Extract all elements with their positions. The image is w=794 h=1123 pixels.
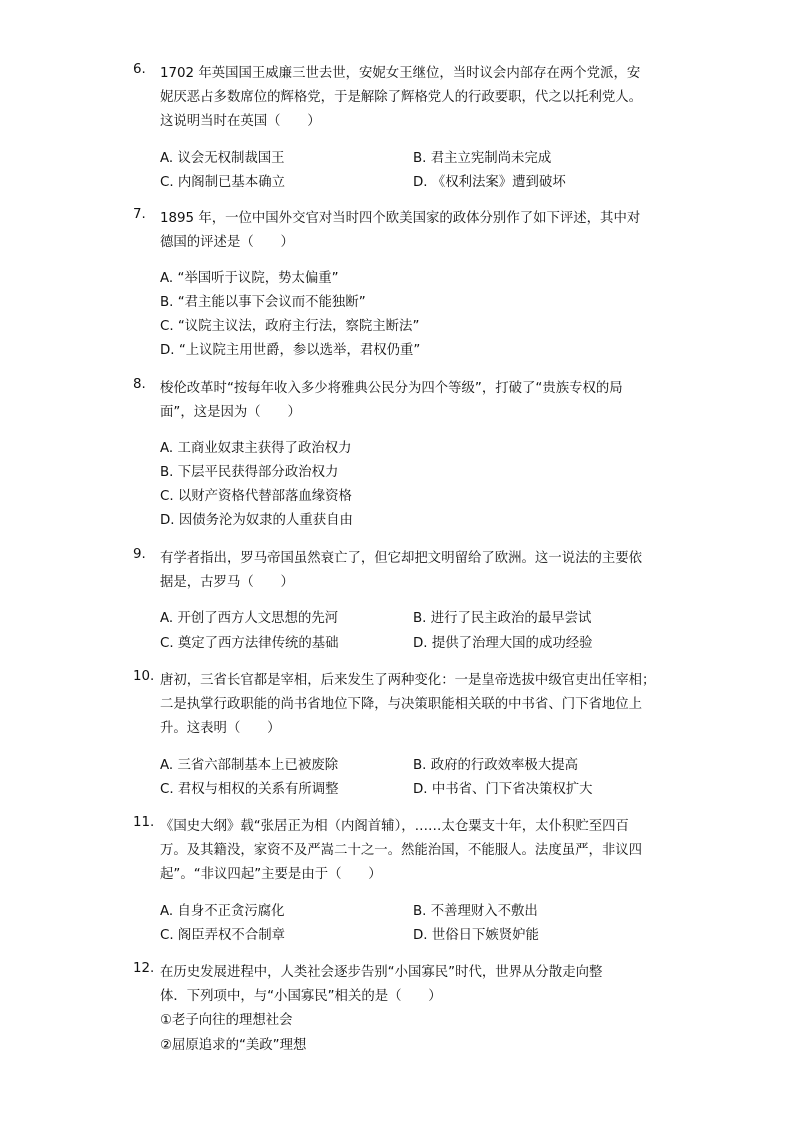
option-a[interactable]: A. 三省六部制基本上已被废除 [160, 757, 339, 773]
option-b[interactable]: B. “君主能以事下会议而不能独断” [160, 295, 366, 311]
options [160, 147, 673, 195]
option-d[interactable]: D. 中书省、门下省决策权扩大 [413, 781, 593, 797]
option-c[interactable]: C. 君权与相权的关系有所调整 [160, 781, 339, 797]
question-number: 9. [133, 547, 146, 562]
question-stem: 1702 年英国国王威廉三世去世，安妮女王继位，当时议会内部存在两个党派，安 妮厌恶占多数席位的辉格党，于是解除了辉格党人的行政要职，代之以托利党人。 这说明当时在英国（ ） [160, 66, 643, 130]
question-number: 11. [133, 815, 155, 830]
option-c[interactable]: C. 内阁制已基本确立 [160, 174, 285, 190]
option-b[interactable]: B. 政府的行政效率极大提高 [413, 757, 578, 773]
question-9 [133, 547, 673, 656]
question-10 [133, 669, 673, 802]
option-a[interactable]: A. 议会无权制裁国王 [160, 150, 285, 166]
question-number: 8. [133, 377, 146, 392]
question-11 [133, 815, 673, 948]
option-d[interactable]: D. 提供了治理大国的成功经验 [413, 635, 593, 651]
options [160, 900, 673, 948]
option-a[interactable]: A. 自身不正贪污腐化 [160, 903, 285, 919]
question-stem: 在历史发展进程中，人类社会逐步告别“小国寡民”时代，世界从分散走向整 体．下列项中，与“小国寡民”相关的是（ ） ①老子向往的理想社会 ②屈原追求的“美政”理想 [160, 961, 673, 1058]
question-6 [133, 62, 673, 195]
option-d[interactable]: D. 因债务沦为奴隶的人重获自由 [160, 513, 353, 529]
option-b[interactable]: B. 君主立宪制尚未完成 [413, 150, 552, 166]
option-a[interactable]: A. 工商业奴隶主获得了政治权力 [160, 441, 352, 457]
options [160, 267, 673, 363]
question-7 [133, 207, 673, 363]
option-d[interactable]: D. “上议院主用世爵，参以选举，君权仍重” [160, 343, 421, 359]
option-b[interactable]: B. 下层平民获得部分政治权力 [160, 465, 339, 481]
options [160, 607, 673, 655]
question-stem: 梭伦改革时“按每年收入多少将雅典公民分为四个等级”，打破了“贵族专权的局 面”，这是因为（ ） [160, 381, 623, 421]
option-c[interactable]: C. 以财产资格代替部落血缘资格 [160, 489, 352, 505]
question-12 [133, 961, 673, 1058]
option-a[interactable]: A. “举国听于议院，势太偏重” [160, 271, 339, 287]
question-stem: 有学者指出，罗马帝国虽然衰亡了，但它却把文明留给了欧洲。这一说法的主要依 据是，古罗马（ ） [160, 551, 643, 591]
question-stem: 《国史大纲》载“张居正为相（内阁首辅），……太仓粟支十年，太仆积贮至四百 万。及其籍没，家资不及严嵩二十之一。然能治国，不能服人。法度虽严，非议四 起”。“非议四起”主要是由于（ ） [160, 819, 643, 883]
option-d[interactable]: D. 世俗日下嫉贤妒能 [413, 927, 539, 943]
options [160, 754, 673, 802]
question-number: 10. [133, 669, 155, 684]
question-number: 7. [133, 207, 146, 222]
question-8 [133, 377, 673, 533]
option-b[interactable]: B. 进行了民主政治的最早尝试 [413, 611, 592, 627]
option-c[interactable]: C. 阁臣弄权不合制章 [160, 927, 285, 943]
option-a[interactable]: A. 开创了西方人文思想的先河 [160, 611, 339, 627]
question-number: 6. [133, 62, 146, 77]
question-stem: 唐初，三省长官都是宰相，后来发生了两种变化：一是皇帝选拔中级官吏出任宰相； 二是执掌行政职能的尚书省地位下降，与决策职能相关联的中书省、门下省地位上 升。这表明（ ） [160, 673, 656, 737]
option-b[interactable]: B. 不善理财入不敷出 [413, 903, 538, 919]
statement-2: ②屈原追求的“美政”理想 [160, 1037, 307, 1053]
question-number: 12. [133, 961, 155, 976]
option-c[interactable]: C. “议院主议法，政府主行法，察院主断法” [160, 319, 420, 335]
option-c[interactable]: C. 奠定了西方法律传统的基础 [160, 635, 339, 651]
options [160, 437, 673, 533]
statement-1: ①老子向往的理想社会 [160, 1013, 293, 1029]
option-d[interactable]: D. 《权利法案》遭到破坏 [413, 174, 566, 190]
question-stem: 1895 年，一位中国外交官对当时四个欧美国家的政体分别作了如下评述，其中对 德国的评述是（ ） [160, 211, 641, 251]
